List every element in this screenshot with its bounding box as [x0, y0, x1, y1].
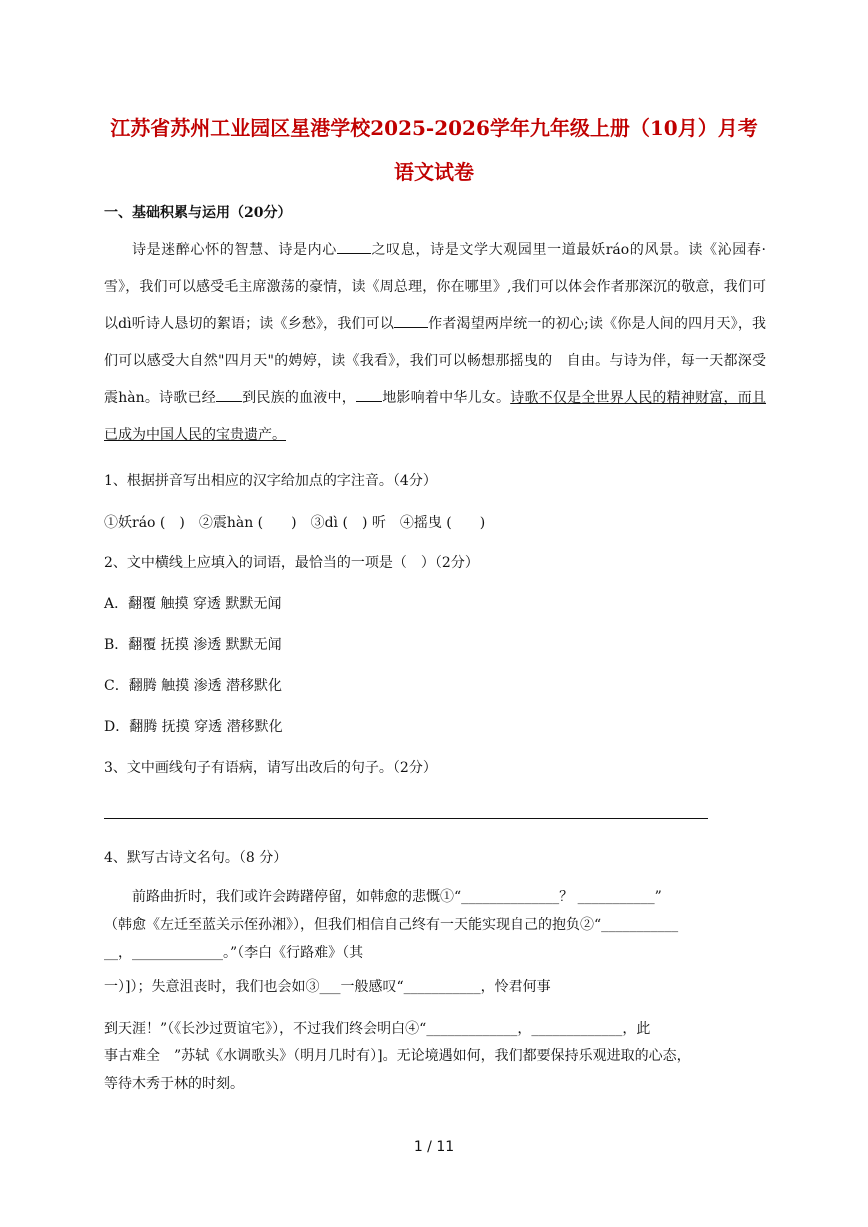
option-a: A．翻覆 触摸 穿透 默默无闻	[104, 596, 282, 612]
underlined-sentence: 诗歌不仅是全世界人民的精神财富，而且已成为中国人民的宝贵遗产。	[104, 390, 767, 443]
option-d: D．翻腾 抚摸 穿透 潜移默化	[104, 719, 283, 735]
question-1-items: ①妖ráo ( ) ②震hàn ( ) ③dì ( ) 听 ④摇曳 ( )	[104, 515, 486, 531]
q4-line: 一）]）；失意沮丧时，我们也会如③___一般感叹“___________，怜君何事	[104, 979, 551, 995]
option-c: C．翻腾 触摸 渗透 潜移默化	[104, 678, 283, 694]
page-number: 1 / 11	[413, 1139, 455, 1155]
section-heading: 一、基础积累与运用（20分）	[104, 205, 292, 221]
q4-line: 前路曲折时，我们或许会踌躇停留，如韩愈的悲慨①“______________？ ___________”	[132, 889, 662, 905]
passage-text-5: 地影响着中华儿女。	[381, 390, 511, 406]
option-b: B．翻覆 抚摸 渗透 默默无闻	[104, 637, 282, 653]
q4-line: （韩愈《左迁至蓝关示侄孙湘》），但我们相信自己终有一天能实现自己的抱负②“___________	[104, 917, 679, 933]
passage-text-4: 到民族的血液中，	[241, 390, 356, 406]
q4-line: 事古难全 ”苏轼《水调歌头》（明月几时有）]。无论境遇如何，我们都要保持乐观进取的心态，	[104, 1048, 691, 1064]
answer-line	[104, 818, 708, 819]
exam-title: 江苏省苏州工业园区星港学校2025-2026学年九年级上册（10月）月考	[110, 116, 758, 140]
exam-subtitle: 语文试卷	[394, 160, 474, 184]
blank-1	[337, 239, 371, 254]
passage-text-3: 作者渴望两岸统一的初心;读《你是人间的四月天》，我们可以感受大自然"四月天"的娉婷，读《我看》，我们可以畅想那摇曳的 自由。与诗为伴，每一天都深受震hàn。诗歌已经	[104, 316, 766, 406]
q4-line: 等待木秀于林的时刻。	[104, 1076, 244, 1092]
q4-line: __，_____________。”（李白《行路难》（其	[104, 945, 364, 961]
question-3: 3、文中画线句子有语病，请写出改后的句子。（2分）	[104, 760, 437, 776]
reading-passage	[104, 232, 766, 454]
passage-text-2: 之叹息，诗是文学大观园里一道最妖ráo的风景。读《沁园春·雪》，我们可以感受毛主席激荡的豪情，读《周总理，你在哪里》,我们可以体会作者那深沉的敬意，我们可以dì听诗人恳切的絮语；读《乡愁》，我们可以	[104, 242, 766, 332]
q4-line: 到天涯！”（《长沙过贾谊宅》），不过我们终会明白④“_____________，_____________，此	[104, 1021, 651, 1037]
question-4: 4、默写古诗文名句。（8 分）	[104, 850, 288, 866]
blank-4	[356, 387, 382, 402]
passage-text-1: 诗是迷醉心怀的智慧、诗是内心	[132, 242, 337, 258]
question-1: 1、根据拼音写出相应的汉字给加点的字注音。（4分）	[104, 473, 437, 489]
blank-2	[394, 313, 428, 328]
question-2: 2、文中横线上应填入的词语，最恰当的一项是（ ）（2分）	[104, 555, 479, 571]
blank-3	[216, 387, 242, 402]
